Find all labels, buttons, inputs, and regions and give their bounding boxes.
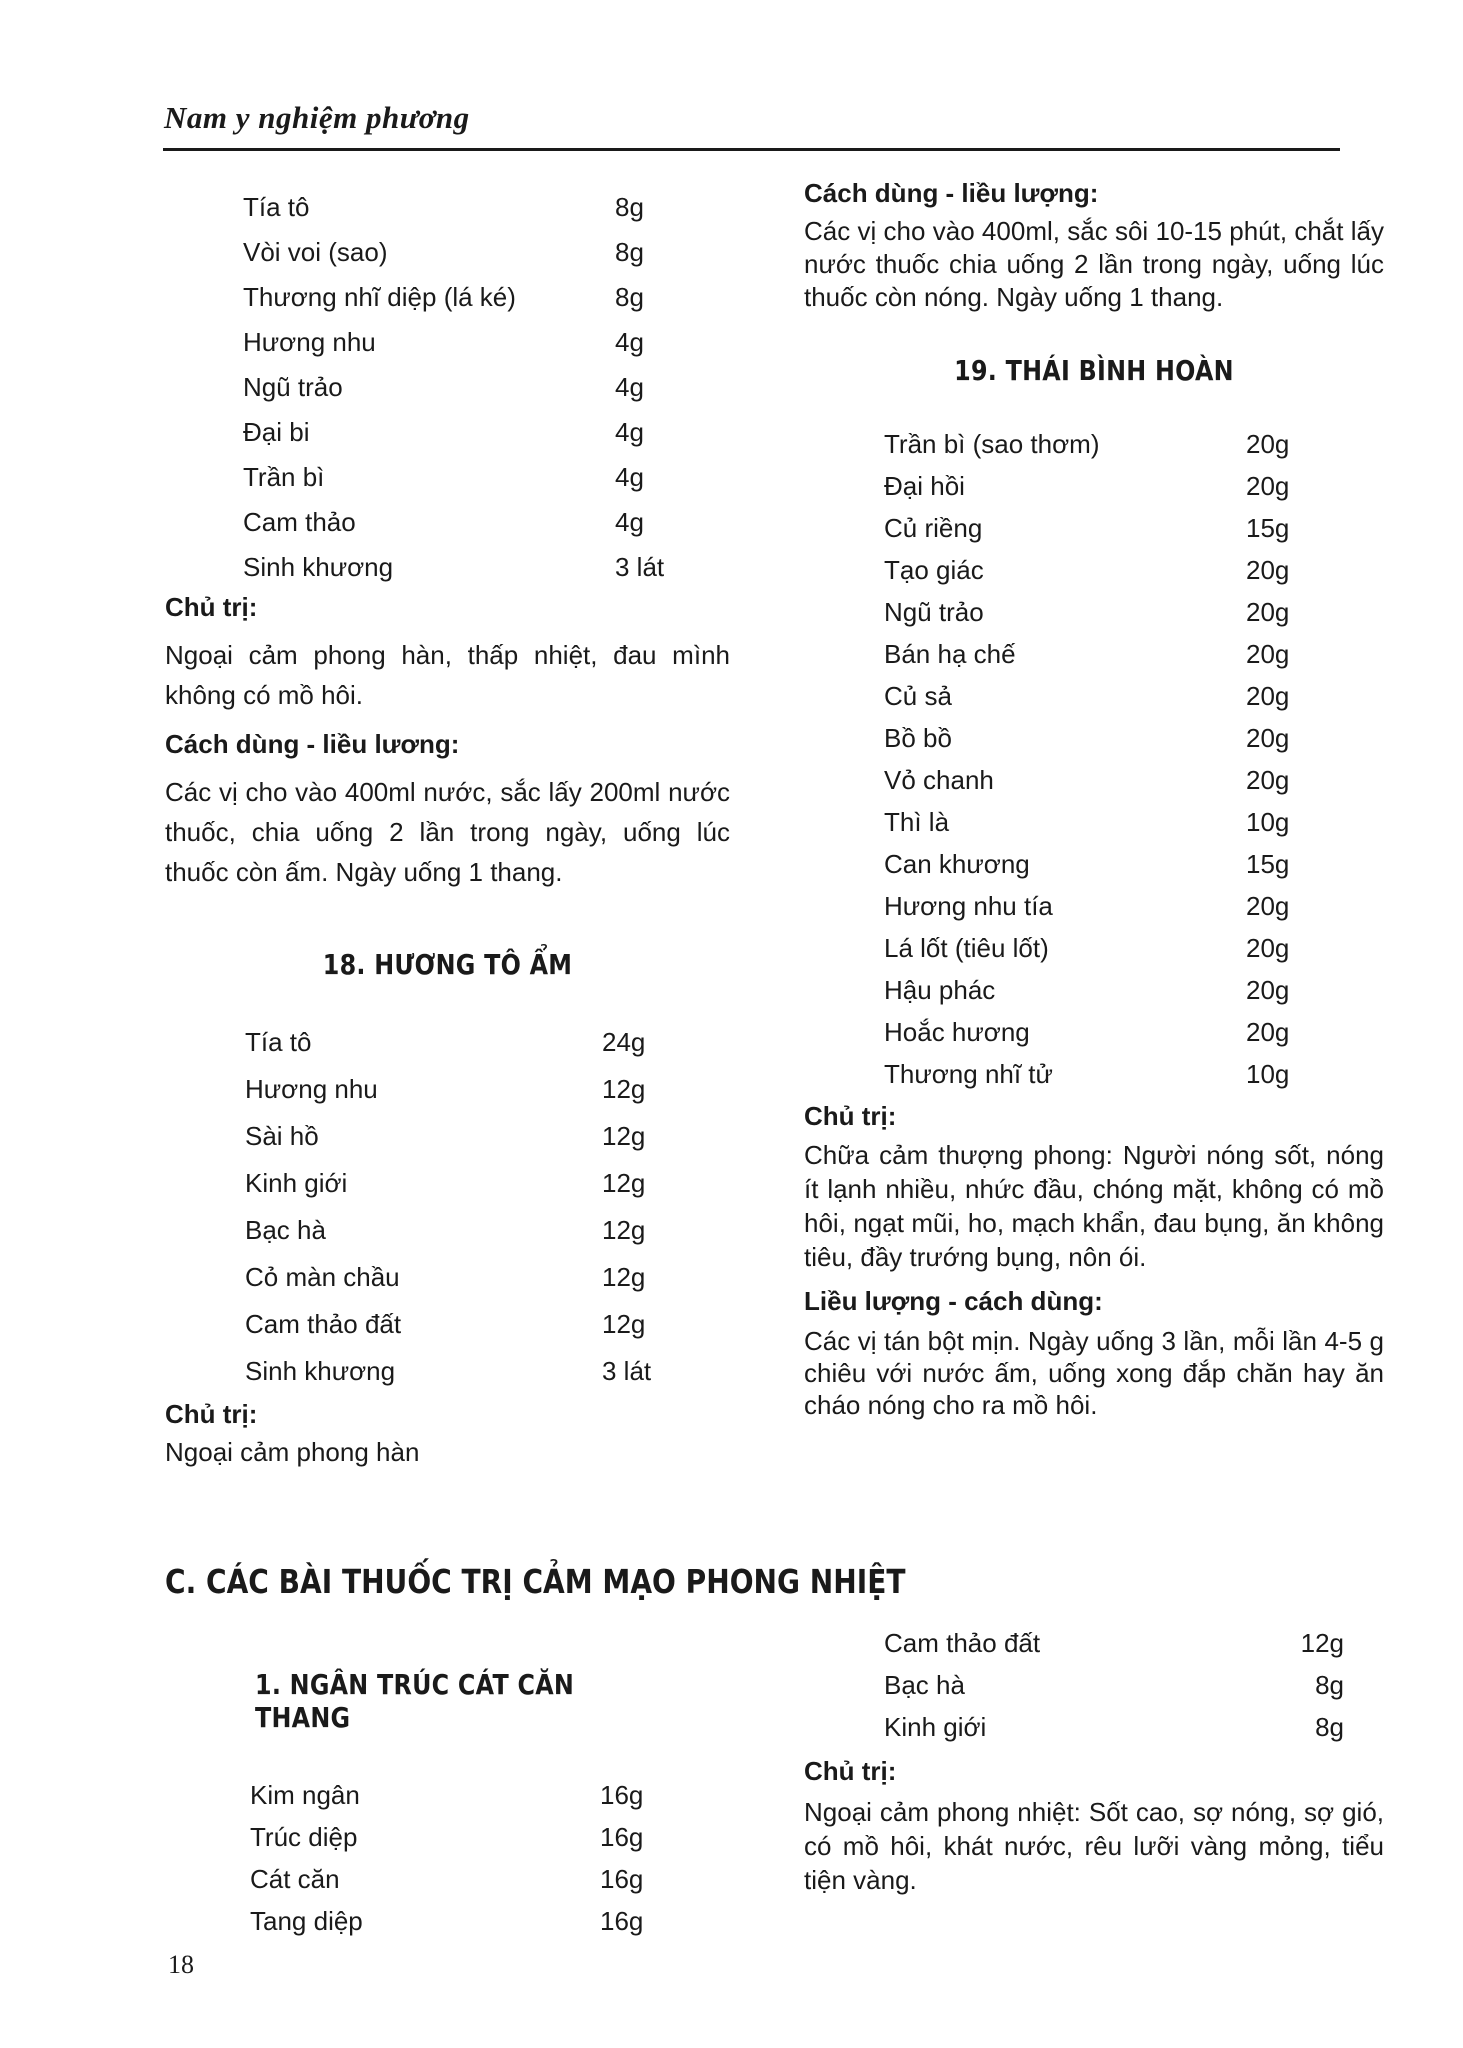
ingredient-dose: 16g <box>600 1821 644 1852</box>
recipe18-ingredient-list <box>165 1019 730 1395</box>
ingredient-name: Bạc hà <box>245 1215 326 1245</box>
ingredient-name: Cam thảo <box>243 507 356 537</box>
ingredient-name: Can khương <box>884 848 1030 879</box>
ingredient-name: Cam thảo đất <box>245 1309 402 1339</box>
ingredient-dose: 4g <box>615 372 644 402</box>
ingredient-dose: 20g <box>1246 680 1290 711</box>
recipe1-ingredient-list-right <box>804 1622 1384 1748</box>
ingredient-dose: 20g <box>1246 764 1290 795</box>
ingredient-row <box>165 410 730 455</box>
ingredient-name: Hậu phác <box>884 974 996 1005</box>
ingredient-row <box>804 1622 1384 1664</box>
ingredient-dose: 3 lát <box>615 552 665 582</box>
ingredient-row <box>804 507 1384 549</box>
ingredient-row <box>804 969 1384 1011</box>
ingredient-name: Trần bì (sao thơm) <box>884 428 1100 459</box>
section-c-heading: C. CÁC BÀI THUỐC TRỊ CẢM MẠO PHONG NHIỆT <box>165 1562 906 1601</box>
ingredient-name: Tía tô <box>243 192 310 222</box>
ingredient-row <box>165 1019 730 1066</box>
ingredient-dose: 16g <box>600 1863 644 1894</box>
ingredient-name: Tía tô <box>245 1027 312 1057</box>
recipe19-indication-label: Chủ trị: <box>804 1101 897 1131</box>
ingredient-dose: 15g <box>1246 848 1290 879</box>
ingredient-row <box>165 1113 730 1160</box>
ingredient-name: Thương nhĩ diệp (lá ké) <box>243 282 516 312</box>
ingredient-dose: 3 lát <box>602 1356 652 1386</box>
page-number: 18 <box>168 1950 194 1979</box>
recipe17-indication-label: Chủ trị: <box>165 592 258 622</box>
recipe19-usage-label: Liều lượng - cách dùng: <box>804 1286 1103 1316</box>
ingredient-dose: 4g <box>615 462 644 492</box>
ingredient-dose: 20g <box>1246 974 1290 1005</box>
running-title: Nam y nghiệm phương <box>164 100 470 135</box>
ingredient-row <box>165 185 730 230</box>
ingredient-row <box>804 1053 1384 1095</box>
ingredient-dose: 8g <box>615 237 644 267</box>
ingredient-row <box>165 1207 730 1254</box>
recipe17-usage-label: Cách dùng - liều lương: <box>165 729 460 759</box>
ingredient-name: Đại bi <box>243 417 310 447</box>
ingredient-dose: 10g <box>1246 1058 1290 1089</box>
ingredient-name: Bồ bồ <box>884 722 952 753</box>
ingredient-name: Trúc diệp <box>250 1821 358 1852</box>
ingredient-dose: 16g <box>600 1905 644 1936</box>
ingredient-row <box>804 927 1384 969</box>
ingredient-dose: 20g <box>1246 596 1290 627</box>
ingredient-row <box>804 843 1384 885</box>
ingredient-dose: 20g <box>1246 428 1290 459</box>
ingredient-name: Sài hồ <box>245 1121 319 1151</box>
recipe18-indication-text: Ngoại cảm phong hàn <box>165 1437 420 1467</box>
ingredient-dose: 20g <box>1246 890 1290 921</box>
ingredient-dose: 20g <box>1246 1016 1290 1047</box>
ingredient-row <box>165 1160 730 1207</box>
ingredient-dose: 8g <box>1315 1669 1344 1700</box>
ingredient-name: Củ sả <box>884 680 952 711</box>
ingredient-name: Thì là <box>884 806 950 837</box>
ingredient-row <box>165 275 730 320</box>
section-c-left <box>165 1668 730 1942</box>
ingredient-row <box>804 423 1384 465</box>
ingredient-dose: 20g <box>1246 470 1290 501</box>
ingredient-name: Cam thảo đất <box>884 1627 1041 1658</box>
ingredient-dose: 4g <box>615 417 644 447</box>
ingredient-name: Cát căn <box>250 1863 340 1894</box>
ingredient-dose: 4g <box>615 327 644 357</box>
ingredient-dose: 12g <box>602 1168 646 1198</box>
recipe17-usage-text: Các vị cho vào 400ml nước, sắc lấy 200ml nước thuốc, chia uống 2 lần trong ngày, uống lúc thuốc còn ấm. Ngày uống 1 thang. <box>165 777 730 887</box>
ingredient-dose: 20g <box>1246 932 1290 963</box>
ingredient-dose: 12g <box>1300 1627 1344 1658</box>
ingredient-name: Tạo giác <box>884 554 984 585</box>
ingredient-name: Kinh giới <box>245 1168 348 1198</box>
ingredient-row <box>804 717 1384 759</box>
ingredient-name: Củ riềng <box>884 512 983 543</box>
ingredient-row <box>165 320 730 365</box>
ingredient-row <box>804 591 1384 633</box>
ingredient-row <box>804 759 1384 801</box>
ingredient-row <box>165 1900 730 1942</box>
ingredient-name: Trần bì <box>243 462 325 492</box>
ingredient-name: Đại hồi <box>884 470 965 501</box>
ingredient-name: Hoắc hương <box>884 1016 1030 1047</box>
ingredient-dose: 12g <box>602 1121 646 1151</box>
ingredient-name: Bán hạ chế <box>884 638 1016 669</box>
recipe1-indication-text: Ngoại cảm phong nhiệt: Sốt cao, sợ nóng, sợ gió, có mồ hôi, khát nước, rêu lưỡi vàng mỏng, tiểu tiện vàng. <box>804 1797 1384 1895</box>
ingredient-row <box>804 1664 1384 1706</box>
ingredient-name: Lá lốt (tiêu lốt) <box>884 932 1049 963</box>
ingredient-dose: 20g <box>1246 554 1290 585</box>
ingredient-dose: 16g <box>600 1779 644 1810</box>
ingredient-dose: 8g <box>615 192 644 222</box>
ingredient-row <box>165 1858 730 1900</box>
ingredient-dose: 20g <box>1246 722 1290 753</box>
ingredient-row <box>804 1706 1384 1748</box>
ingredient-row <box>165 230 730 275</box>
recipe19-usage-text: Các vị tán bột mịn. Ngày uống 3 lần, mỗi lần 4-5 g chiêu với nước ấm, uống xong đắp chăn hay ăn cháo nóng cho ra mồ hôi. <box>804 1326 1384 1420</box>
ingredient-dose: 12g <box>602 1309 646 1339</box>
ingredient-dose: 15g <box>1246 512 1290 543</box>
ingredient-row <box>804 1011 1384 1053</box>
ingredient-row <box>804 885 1384 927</box>
ingredient-name: Hương nhu tía <box>884 890 1053 921</box>
recipe17-ingredient-list <box>165 185 730 590</box>
recipe18-usage-text: Các vị cho vào 400ml, sắc sôi 10-15 phút, chắt lấy nước thuốc chia uống 2 lần trong ngày, uống lúc thuốc còn nóng. Ngày uống 1 thang. <box>804 216 1384 312</box>
ingredient-dose: 12g <box>602 1074 646 1104</box>
recipe18-title: 18. HƯƠNG TÔ ẨM <box>322 948 573 981</box>
ingredient-dose: 8g <box>1315 1711 1344 1742</box>
ingredient-row <box>165 365 730 410</box>
ingredient-row <box>165 1066 730 1113</box>
recipe17-indication-text: Ngoại cảm phong hàn, thấp nhiệt, đau mình không có mồ hôi. <box>165 640 730 710</box>
ingredient-row <box>165 1301 730 1348</box>
ingredient-dose: 12g <box>602 1262 646 1292</box>
recipe19-indication-text: Chữa cảm thượng phong: Người nóng sốt, nóng ít lạnh nhiều, nhức đầu, chóng mặt, không có mồ hôi, ngạt mũi, ho, mạch khẩn, đau bụng, ăn không tiêu, đầy trướng bụng, nôn ói. <box>804 1140 1384 1272</box>
ingredient-row <box>804 801 1384 843</box>
ingredient-name: Hương nhu <box>245 1074 378 1104</box>
recipe19-title: 19. THÁI BÌNH HOÀN <box>954 354 1234 387</box>
ingredient-dose: 10g <box>1246 806 1290 837</box>
ingredient-dose: 4g <box>615 507 644 537</box>
ingredient-name: Vỏ chanh <box>884 764 994 795</box>
ingredient-name: Hương nhu <box>243 327 376 357</box>
ingredient-row <box>165 1254 730 1301</box>
header-rule <box>163 148 1340 151</box>
ingredient-row <box>804 465 1384 507</box>
section-c-right <box>804 1622 1384 1897</box>
ingredient-row <box>165 545 730 590</box>
recipe18-usage-label: Cách dùng - liều lượng: <box>804 178 1099 208</box>
ingredient-row <box>165 1348 730 1395</box>
recipe18-indication-label: Chủ trị: <box>165 1399 258 1429</box>
ingredient-row <box>804 633 1384 675</box>
recipe1-title: 1. NGÂN TRÚC CÁT CĂN THANG <box>255 1668 575 1734</box>
ingredient-name: Thương nhĩ tử <box>884 1058 1053 1089</box>
ingredient-dose: 12g <box>602 1215 646 1245</box>
ingredient-name: Sinh khương <box>243 552 394 582</box>
ingredient-name: Ngũ trảo <box>884 596 984 627</box>
left-column <box>165 185 730 1472</box>
ingredient-name: Kim ngân <box>250 1779 360 1810</box>
recipe19-ingredient-list <box>804 423 1384 1095</box>
ingredient-name: Ngũ trảo <box>243 372 343 402</box>
ingredient-name: Cỏ màn chầu <box>245 1262 400 1292</box>
recipe1-indication-label: Chủ trị: <box>804 1756 897 1786</box>
right-column <box>804 178 1384 1421</box>
ingredient-name: Vòi voi (sao) <box>243 237 388 267</box>
ingredient-row <box>165 1774 730 1816</box>
ingredient-row <box>804 675 1384 717</box>
ingredient-dose: 8g <box>615 282 644 312</box>
ingredient-row <box>165 500 730 545</box>
ingredient-name: Kinh giới <box>884 1711 987 1742</box>
ingredient-name: Tang diệp <box>250 1905 363 1936</box>
ingredient-row <box>165 1816 730 1858</box>
ingredient-name: Bạc hà <box>884 1669 965 1700</box>
ingredient-name: Sinh khương <box>245 1356 396 1386</box>
ingredient-row <box>804 549 1384 591</box>
ingredient-dose: 24g <box>602 1027 646 1057</box>
recipe1-ingredient-list-left <box>165 1774 730 1942</box>
ingredient-row <box>165 455 730 500</box>
ingredient-dose: 20g <box>1246 638 1290 669</box>
